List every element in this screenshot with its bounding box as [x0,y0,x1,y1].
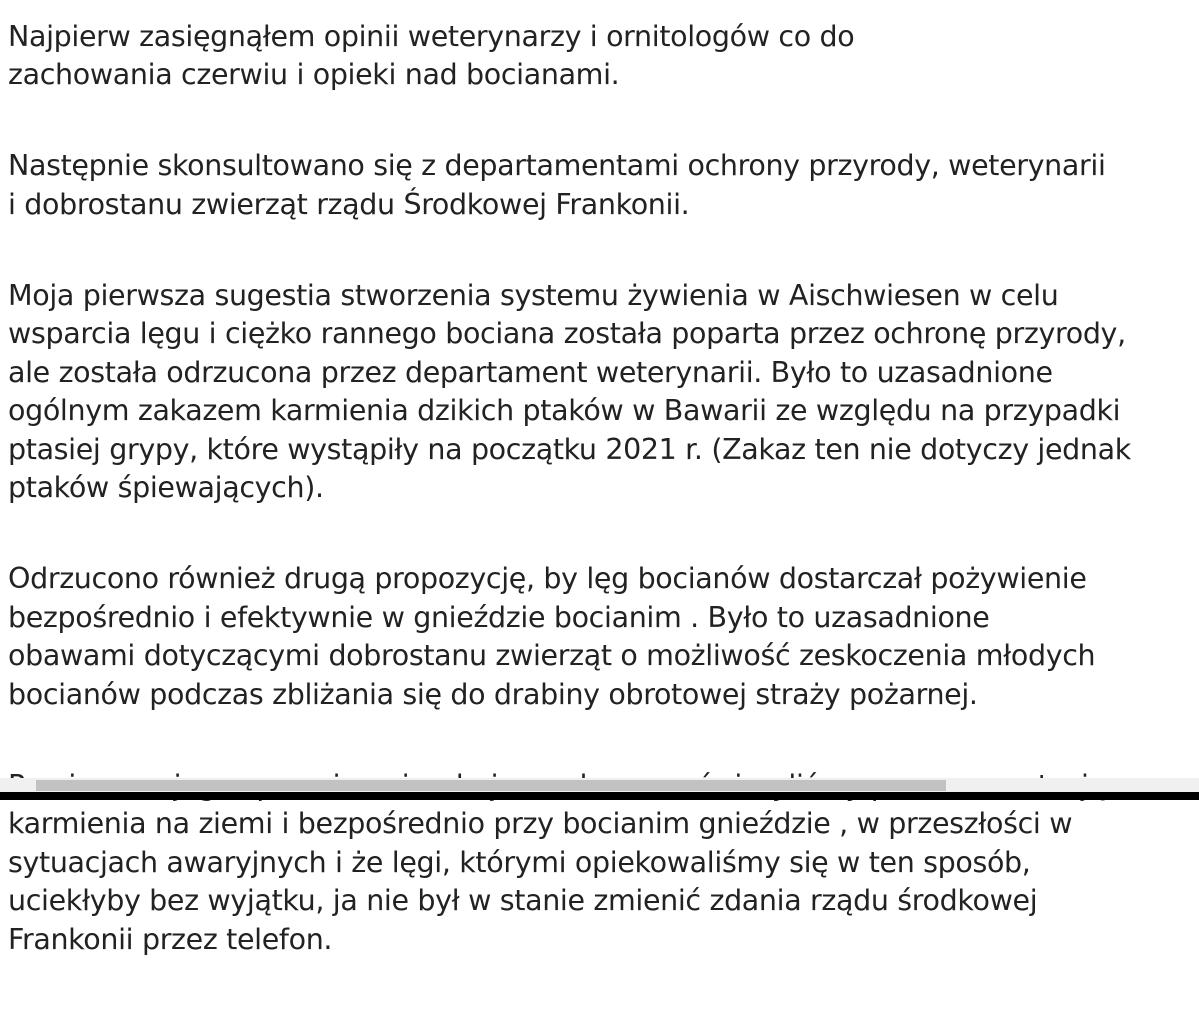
paragraph-4-line-4: bocianów podczas zbliżania się do drabiny obrotowej straży pożarnej. [8,677,978,711]
vertical-scrollbar-thumb[interactable] [1190,0,1195,60]
paragraph-4 [8,560,1188,714]
paragraph-2-line-2: i dobrostanu zwierząt rządu Środkowej Frankonii. [8,187,690,221]
paragraph-3-line-5: ptasiej grypy, które wystąpiły na początku 2021 r. (Zakaz ten nie dotyczy jednak [8,432,1131,466]
scrollbar-corner [1185,778,1199,792]
paragraph-3-line-4: ogólnym zakazem karmienia dzikich ptaków w Bawarii ze względu na przypadki [8,394,1121,427]
paragraph-1-line-2: zachowania czerwiu i opieki nad bocianami. [8,58,620,91]
paragraph-3-line-2: wsparcia lęgu i ciężko rannego bociana została poparta przez ochronę przyrody, [8,317,1126,350]
window-bottom-edge [0,792,1199,800]
paragraph-5-line-3: sytuacjach awaryjnych i że lęgi, którymi opiekowaliśmy się w ten sposób, [8,845,1031,879]
paragraph-5-line-5: Frankonii przez telefon. [8,922,333,956]
paragraph-4-line-2: bezpośrednio i efektywnie w gnieździe bocianim . Było to uzasadnione [8,600,990,634]
paragraph-2-line-1: Następnie skonsultowano się z departamentami ochrony przyrody, weterynarii [8,149,1106,182]
paragraph-4-line-1: Odrzucono również drugą propozycję, by lęg bocianów dostarczał pożywienie [8,562,1087,595]
article-body [8,0,1188,1012]
paragraph-3 [8,277,1188,508]
paragraph-3-line-1: Moja pierwsza sugestia stworzenia systemu żywienia w Aischwiesen w celu [8,278,1059,312]
paragraph-4-line-3: obawami dotyczącymi dobrostanu zwierząt o możliwość zeskoczenia młodych [8,639,1096,672]
paragraph-3-line-3: ale została odrzucona przez departament weterynarii. Było to uzasadnione [8,355,1053,389]
paragraph-2 [8,147,1188,224]
vertical-scrollbar[interactable] [1186,0,1199,778]
paragraph-5-line-4: uciekłyby bez wyjątku, ja nie był w stanie zmienić zdania rządu środkowej [8,884,1038,917]
horizontal-scrollbar[interactable] [0,778,1199,792]
paragraph-1 [8,18,1188,95]
paragraph-1-line-1: Najpierw zasięgnąłem opinii weterynarzy i ornitologów co do [8,19,855,53]
horizontal-scrollbar-thumb[interactable] [36,780,946,791]
paragraph-5-line-2: karmienia na ziemi i bezpośrednio przy bocianim gnieździe , w przeszłości w [8,807,1073,840]
paragraph-3-line-6: ptaków śpiewających). [8,471,324,504]
